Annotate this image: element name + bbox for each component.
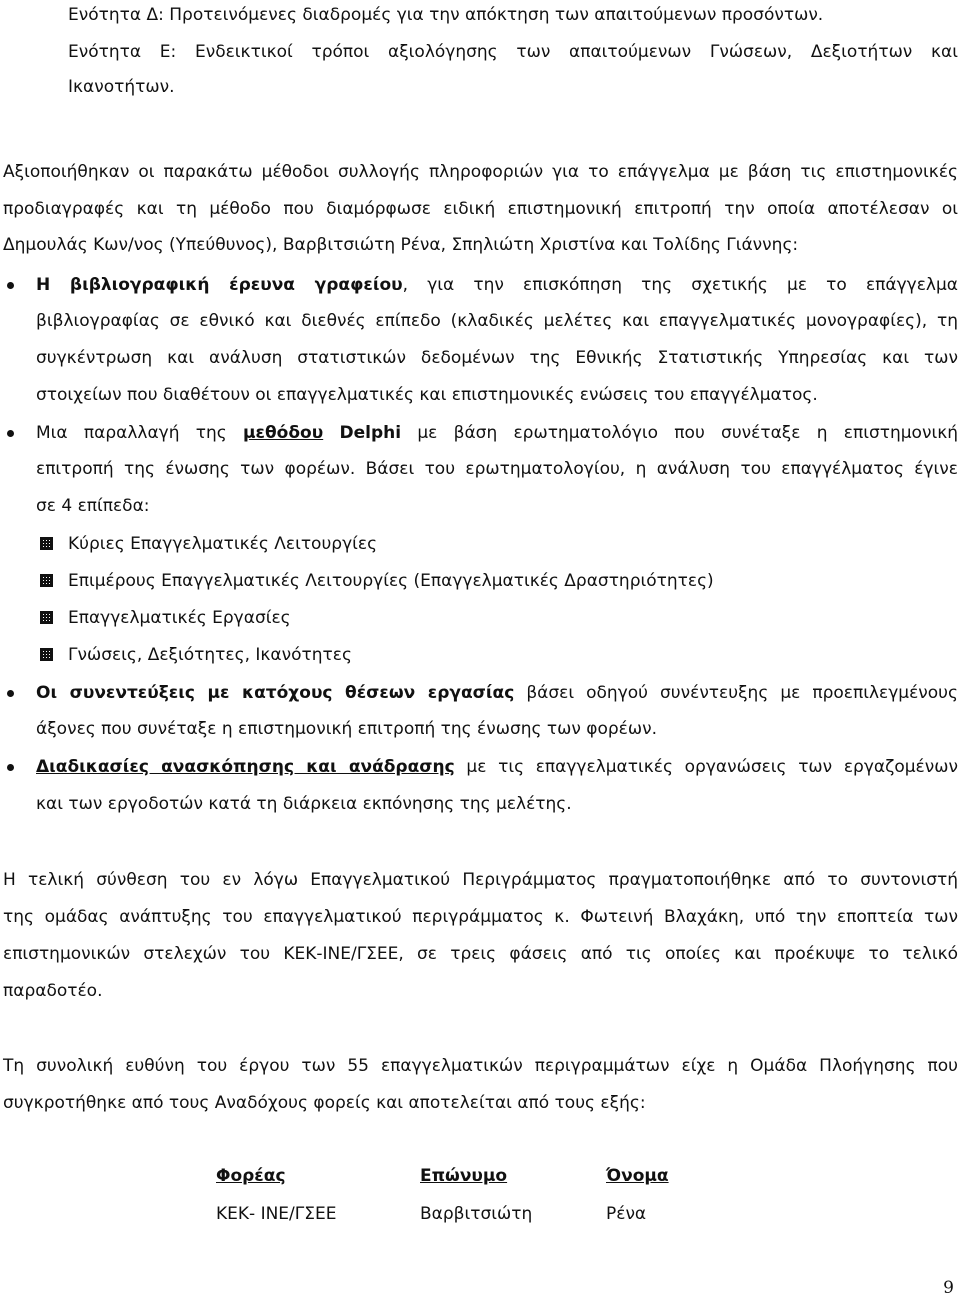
bullet3-line-2: άξονες που συνέταξε η επιστημονική επιτροπή της ένωσης των φορέων.: [36, 719, 657, 739]
section-d-line: Ενότητα Δ: Προτεινόμενες διαδρομές για την απόκτηση των απαιτούμενων προσόντων.: [68, 5, 824, 25]
level-item: Κύριες Επαγγελματικές Λειτουργίες: [68, 534, 378, 554]
level-item: Επαγγελματικές Εργασίες: [68, 608, 291, 628]
bullet-dot: [7, 690, 14, 697]
square-bullet-icon: [40, 537, 53, 550]
bullet2-line-1: [36, 422, 958, 444]
bullet2-rest: με βάση ερωτηματολόγιο που συνέταξε η επιστημονική: [401, 423, 958, 443]
bullet3-line-1: [36, 682, 958, 704]
bullet1-line-3: συγκέντρωση και ανάλυση στατιστικών δεδομένων της Εθνικής Στατιστικής Υπηρεσίας και των: [36, 348, 958, 368]
table-header-surname: Επώνυμο: [420, 1166, 508, 1186]
level-item: Επιμέρους Επαγγελματικές Λειτουργίες (Επαγγελματικές Δραστηριότητες): [68, 571, 714, 591]
table-cell-surname: Βαρβιτσιώτη: [420, 1204, 533, 1224]
bullet2-pre: Μια παραλλαγή της: [36, 423, 244, 443]
bullet2-line-3: σε 4 επίπεδα:: [36, 496, 150, 516]
table-header-name: Όνομα: [606, 1166, 669, 1186]
bullet4-line-2: και των εργοδοτών κατά τη διάρκεια εκπόνησης της μελέτης.: [36, 794, 572, 814]
bullet2-bold-delphi: Delphi: [339, 423, 402, 443]
bullet1-line-4: στοιχείων που διαθέτουν οι επαγγελματικές και επιστημονικές ενώσεις του επαγγέλματος.: [36, 385, 818, 405]
bullet-dot: [7, 430, 14, 437]
bullet1-line-2: βιβλιογραφίας σε εθνικό και διεθνές επίπεδο (κλαδικές μελέτες και επαγγελματικές μονογραφίες), τη: [36, 311, 958, 331]
bullet1-line-1: [36, 274, 958, 296]
intro-line-1: Αξιοποιήθηκαν οι παρακάτω μέθοδοι συλλογής πληροφοριών για το επάγγελμα με βάση τις επιστημονικές: [3, 162, 958, 182]
bullet3-bold: Οι συνεντεύξεις με κατόχους θέσεων εργασίας: [36, 683, 515, 703]
page-number: 9: [943, 1278, 954, 1298]
para2-line-2: της ομάδας ανάπτυξης του επαγγελματικού περιγράμματος κ. Φωτεινή Βλαχάκη, υπό την εποπτεία των: [3, 907, 958, 927]
square-bullet-icon: [40, 574, 53, 587]
para3-line-1: Τη συνολική ευθύνη του έργου των 55 επαγγελματικών περιγραμμάτων είχε η Ομάδα Πλοήγησης που: [3, 1056, 958, 1076]
bullet4-line-1: [36, 756, 958, 778]
bullet-dot: [7, 282, 14, 289]
section-e-line-cont: Ικανοτήτων.: [68, 77, 175, 97]
table-cell-name: Ρένα: [606, 1204, 647, 1224]
para3-line-2: συγκροτήθηκε από τους Αναδόχους φορείς και αποτελείται από τους εξής:: [3, 1093, 646, 1113]
bullet2-bold-method: μεθόδου: [243, 423, 324, 443]
bullet-dot: [7, 764, 14, 771]
para2-line-4: παραδοτέο.: [3, 981, 103, 1001]
table-header-organization: Φορέας: [216, 1166, 286, 1186]
para2-line-1: Η τελική σύνθεση του εν λόγω Επαγγελματικού Περιγράμματος πραγματοποιήθηκε από το συντονιστή: [3, 870, 958, 890]
bullet1-bold: Η βιβλιογραφική έρευνα γραφείου: [36, 275, 403, 295]
para2-line-3: επιστημονικών στελεχών του ΚΕΚ-ΙΝΕ/ΓΣΕΕ, σε τρεις φάσεις από τις οποίες και προέκυψε το τελικό: [3, 944, 958, 964]
square-bullet-icon: [40, 611, 53, 624]
intro-line-2: προδιαγραφές και τη μέθοδο που διαμόρφωσε ειδική επιστημονική επιτροπή την οποία αποτέλεσαν οι: [3, 199, 958, 219]
bullet3-rest: βάσει οδηγού συνέντευξης με προεπιλεγμένους: [514, 683, 958, 703]
bullet4-bold: Διαδικασίες ανασκόπησης και ανάδρασης: [36, 757, 455, 777]
square-bullet-icon: [40, 648, 53, 661]
intro-line-3: Δημουλάς Κων/νος (Υπεύθυνος), Βαρβιτσιώτη Ρένα, Σπηλιώτη Χριστίνα και Τολίδης Γιάννης:: [3, 235, 799, 255]
table-cell-organization: ΚΕΚ- ΙΝΕ/ΓΣΕΕ: [216, 1204, 337, 1224]
level-item: Γνώσεις, Δεξιότητες, Ικανότητες: [68, 645, 352, 665]
section-e-line: Ενότητα Ε: Ενδεικτικοί τρόποι αξιολόγησης των απαιτούμενων Γνώσεων, Δεξιοτήτων και: [68, 42, 958, 62]
bullet4-rest: με τις επαγγελματικές οργανώσεις των εργαζομένων: [454, 757, 958, 777]
bullet2-line-2: επιτροπή της ένωσης των φορέων. Βάσει του ερωτηματολογίου, η ανάλυση του επαγγέλματος έγινε: [36, 459, 958, 479]
bullet1-rest: , για την επισκόπηση της σχετικής με το επάγγελμα: [402, 275, 958, 295]
